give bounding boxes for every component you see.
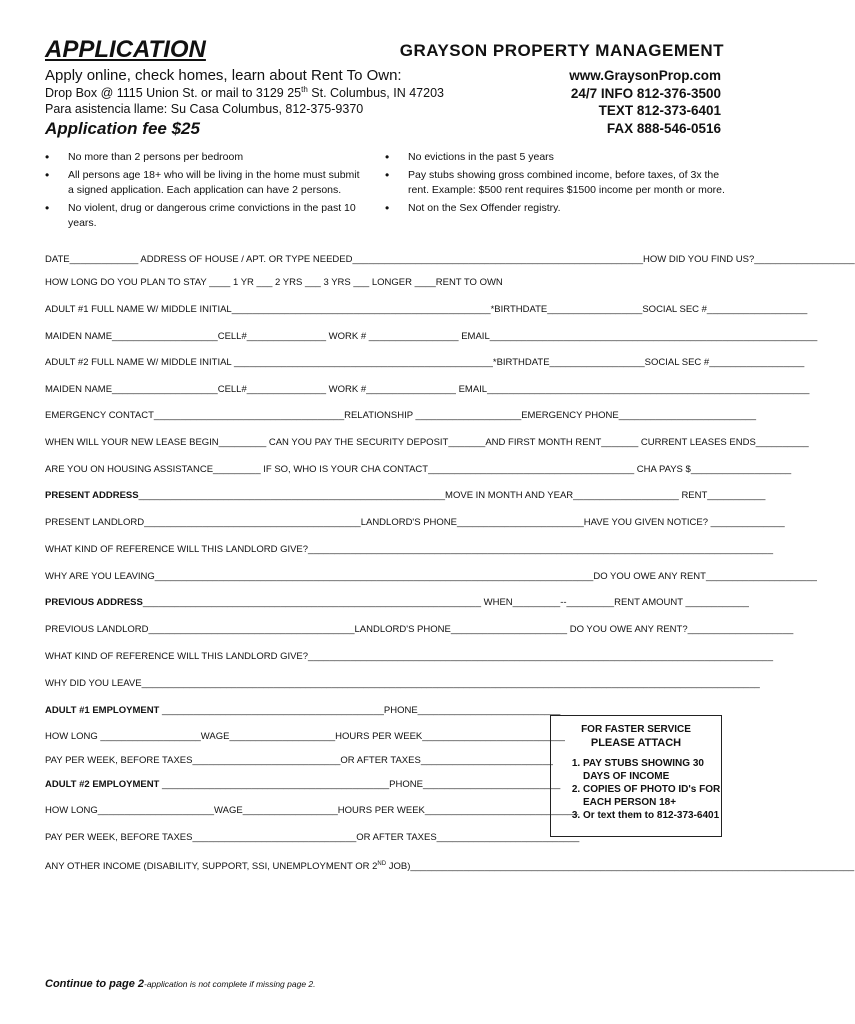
attach-box-subheading: PLEASE ATTACH (590, 737, 682, 749)
requirement-item: • All persons age 18+ who will be living in the home must submit a signed application. Each application can have 2 persons. (45, 168, 365, 199)
present-landlord-row[interactable]: PRESENT LANDLORD_________________________________________LANDLORD'S PHONE________________________HAVE YOU GIVEN NOTICE? ______________ (45, 517, 785, 528)
application-fee: Application fee $25 (45, 119, 200, 138)
other-income-row[interactable]: ANY OTHER INCOME (DISABILITY, SUPPORT, SSI, UNEMPLOYMENT OR 2ND JOB)____________________________________________________________________________________ (45, 861, 855, 873)
attach-item: 1. PAY STUBS SHOWING 30 DAYS OF INCOME (583, 757, 721, 783)
housing-assistance-row[interactable]: ARE YOU ON HOUSING ASSISTANCE_________ IF SO, WHO IS YOUR CHA CONTACT_______________________________________ CHA PAYS $___________________ (45, 464, 792, 475)
attach-documents-box (550, 715, 722, 837)
adult1-employment-row[interactable]: ADULT #1 EMPLOYMENT __________________________________________PHONE___________________________ (45, 705, 561, 716)
previous-reference-row[interactable]: WHAT KIND OF REFERENCE WILL THIS LANDLORD GIVE?________________________________________________________________________________________ (45, 651, 773, 662)
adult1-contact-row[interactable]: MAIDEN NAME____________________CELL#_______________ WORK # _________________ EMAIL______________________________________________________________ (45, 331, 818, 342)
requirements-left (45, 150, 365, 234)
requirement-item: • No more than 2 persons per bedroom (45, 150, 365, 166)
lease-begin-row[interactable]: WHEN WILL YOUR NEW LEASE BEGIN_________ CAN YOU PAY THE SECURITY DEPOSIT_______AND FIRST MONTH RENT_______ CURRENT LEASES ENDS__________ (45, 437, 809, 448)
drop-box-line: Drop Box @ 1115 Union St. or mail to 3129 25th St. Columbus, IN 47203 (45, 85, 444, 101)
attach-item: 3. Or text them to 812-373-6401 (583, 809, 721, 822)
present-reference-row[interactable]: WHAT KIND OF REFERENCE WILL THIS LANDLORD GIVE?________________________________________________________________________________________ (45, 544, 773, 555)
adult2-employment-row[interactable]: ADULT #2 EMPLOYMENT ___________________________________________PHONE__________________________ (45, 779, 561, 790)
info-phone: 24/7 INFO 812-376-3500 (570, 86, 721, 101)
why-leaving-row[interactable]: WHY ARE YOU LEAVING___________________________________________________________________________________DO YOU OWE ANY RENT_____________________ (45, 571, 817, 582)
previous-address-row[interactable]: PREVIOUS ADDRESS________________________________________________________________ WHEN_________--_________RENT AMOUNT ____________ (45, 597, 749, 608)
requirement-item: • No evictions in the past 5 years (385, 150, 730, 166)
requirement-item: • No violent, drug or dangerous crime convictions in the past 10 years. (45, 201, 365, 232)
adult1-wage-row[interactable]: HOW LONG ___________________WAGE____________________HOURS PER WEEK___________________________ (45, 731, 565, 742)
adult1-name-row[interactable]: ADULT #1 FULL NAME W/ MIDDLE INITIAL_________________________________________________*BIRTHDATE__________________SOCIAL SEC #___________________ (45, 304, 808, 315)
adult2-contact-row[interactable]: MAIDEN NAME____________________CELL#_______________ WORK #_________________ EMAIL_____________________________________________________________ (45, 384, 810, 395)
requirements-right (385, 150, 730, 218)
attach-item: 2. COPIES OF PHOTO ID's FOR EACH PERSON 18+ (583, 783, 721, 809)
adult1-pay-row[interactable]: PAY PER WEEK, BEFORE TAXES____________________________OR AFTER TAXES_________________________ (45, 755, 553, 766)
present-address-row[interactable]: PRESENT ADDRESS__________________________________________________________MOVE IN MONTH AND YEAR____________________ RENT___________ (45, 490, 766, 501)
company-name: GRAYSON PROPERTY MANAGEMENT (399, 41, 724, 60)
footer-note: Continue to page 2-application is not complete if missing page 2. (45, 978, 316, 990)
why-left-row[interactable]: WHY DID YOU LEAVE_____________________________________________________________________________________________________________________ (45, 678, 760, 689)
adult2-wage-row[interactable]: HOW LONG______________________WAGE__________________HOURS PER WEEK_____________________________ (45, 805, 579, 816)
attach-box-heading: FOR FASTER SERVICE (581, 724, 691, 735)
requirement-item: • Pay stubs showing gross combined income, before taxes, of 3x the rent. Example: $500 rent requires $1500 income per month or more. (385, 168, 730, 199)
date-address-row[interactable]: DATE_____________ ADDRESS OF HOUSE / APT. OR TYPE NEEDED_______________________________________________________HOW DID YOU FIND US?___________________ (45, 254, 855, 265)
adult2-pay-row[interactable]: PAY PER WEEK, BEFORE TAXES_______________________________OR AFTER TAXES___________________________ (45, 832, 580, 843)
requirement-item: • Not on the Sex Offender registry. (385, 201, 730, 217)
previous-landlord-row[interactable]: PREVIOUS LANDLORD_______________________________________LANDLORD'S PHONE______________________ DO YOU OWE ANY RENT?____________________ (45, 624, 794, 635)
fax-number: FAX 888-546-0516 (606, 121, 721, 136)
spanish-assistance-line: Para asistencia llame: Su Casa Columbus, 812-375-9370 (45, 102, 364, 116)
emergency-contact-row[interactable]: EMERGENCY CONTACT____________________________________RELATIONSHIP ____________________EMERGENCY PHONE__________________________ (45, 410, 757, 421)
stay-length-row[interactable]: HOW LONG DO YOU PLAN TO STAY ____ 1 YR ___ 2 YRS ___ 3 YRS ___ LONGER ____RENT TO OWN (45, 277, 503, 288)
adult2-name-row[interactable]: ADULT #2 FULL NAME W/ MIDDLE INITIAL _________________________________________________*BIRTHDATE__________________SOCIAL SEC #__________________ (45, 357, 805, 368)
text-phone: TEXT 812-373-6401 (598, 103, 721, 118)
apply-online-line: Apply online, check homes, learn about Rent To Own: (45, 67, 402, 84)
page-title: APPLICATION (45, 36, 206, 63)
website-link[interactable]: www.GraysonProp.com (569, 68, 721, 83)
